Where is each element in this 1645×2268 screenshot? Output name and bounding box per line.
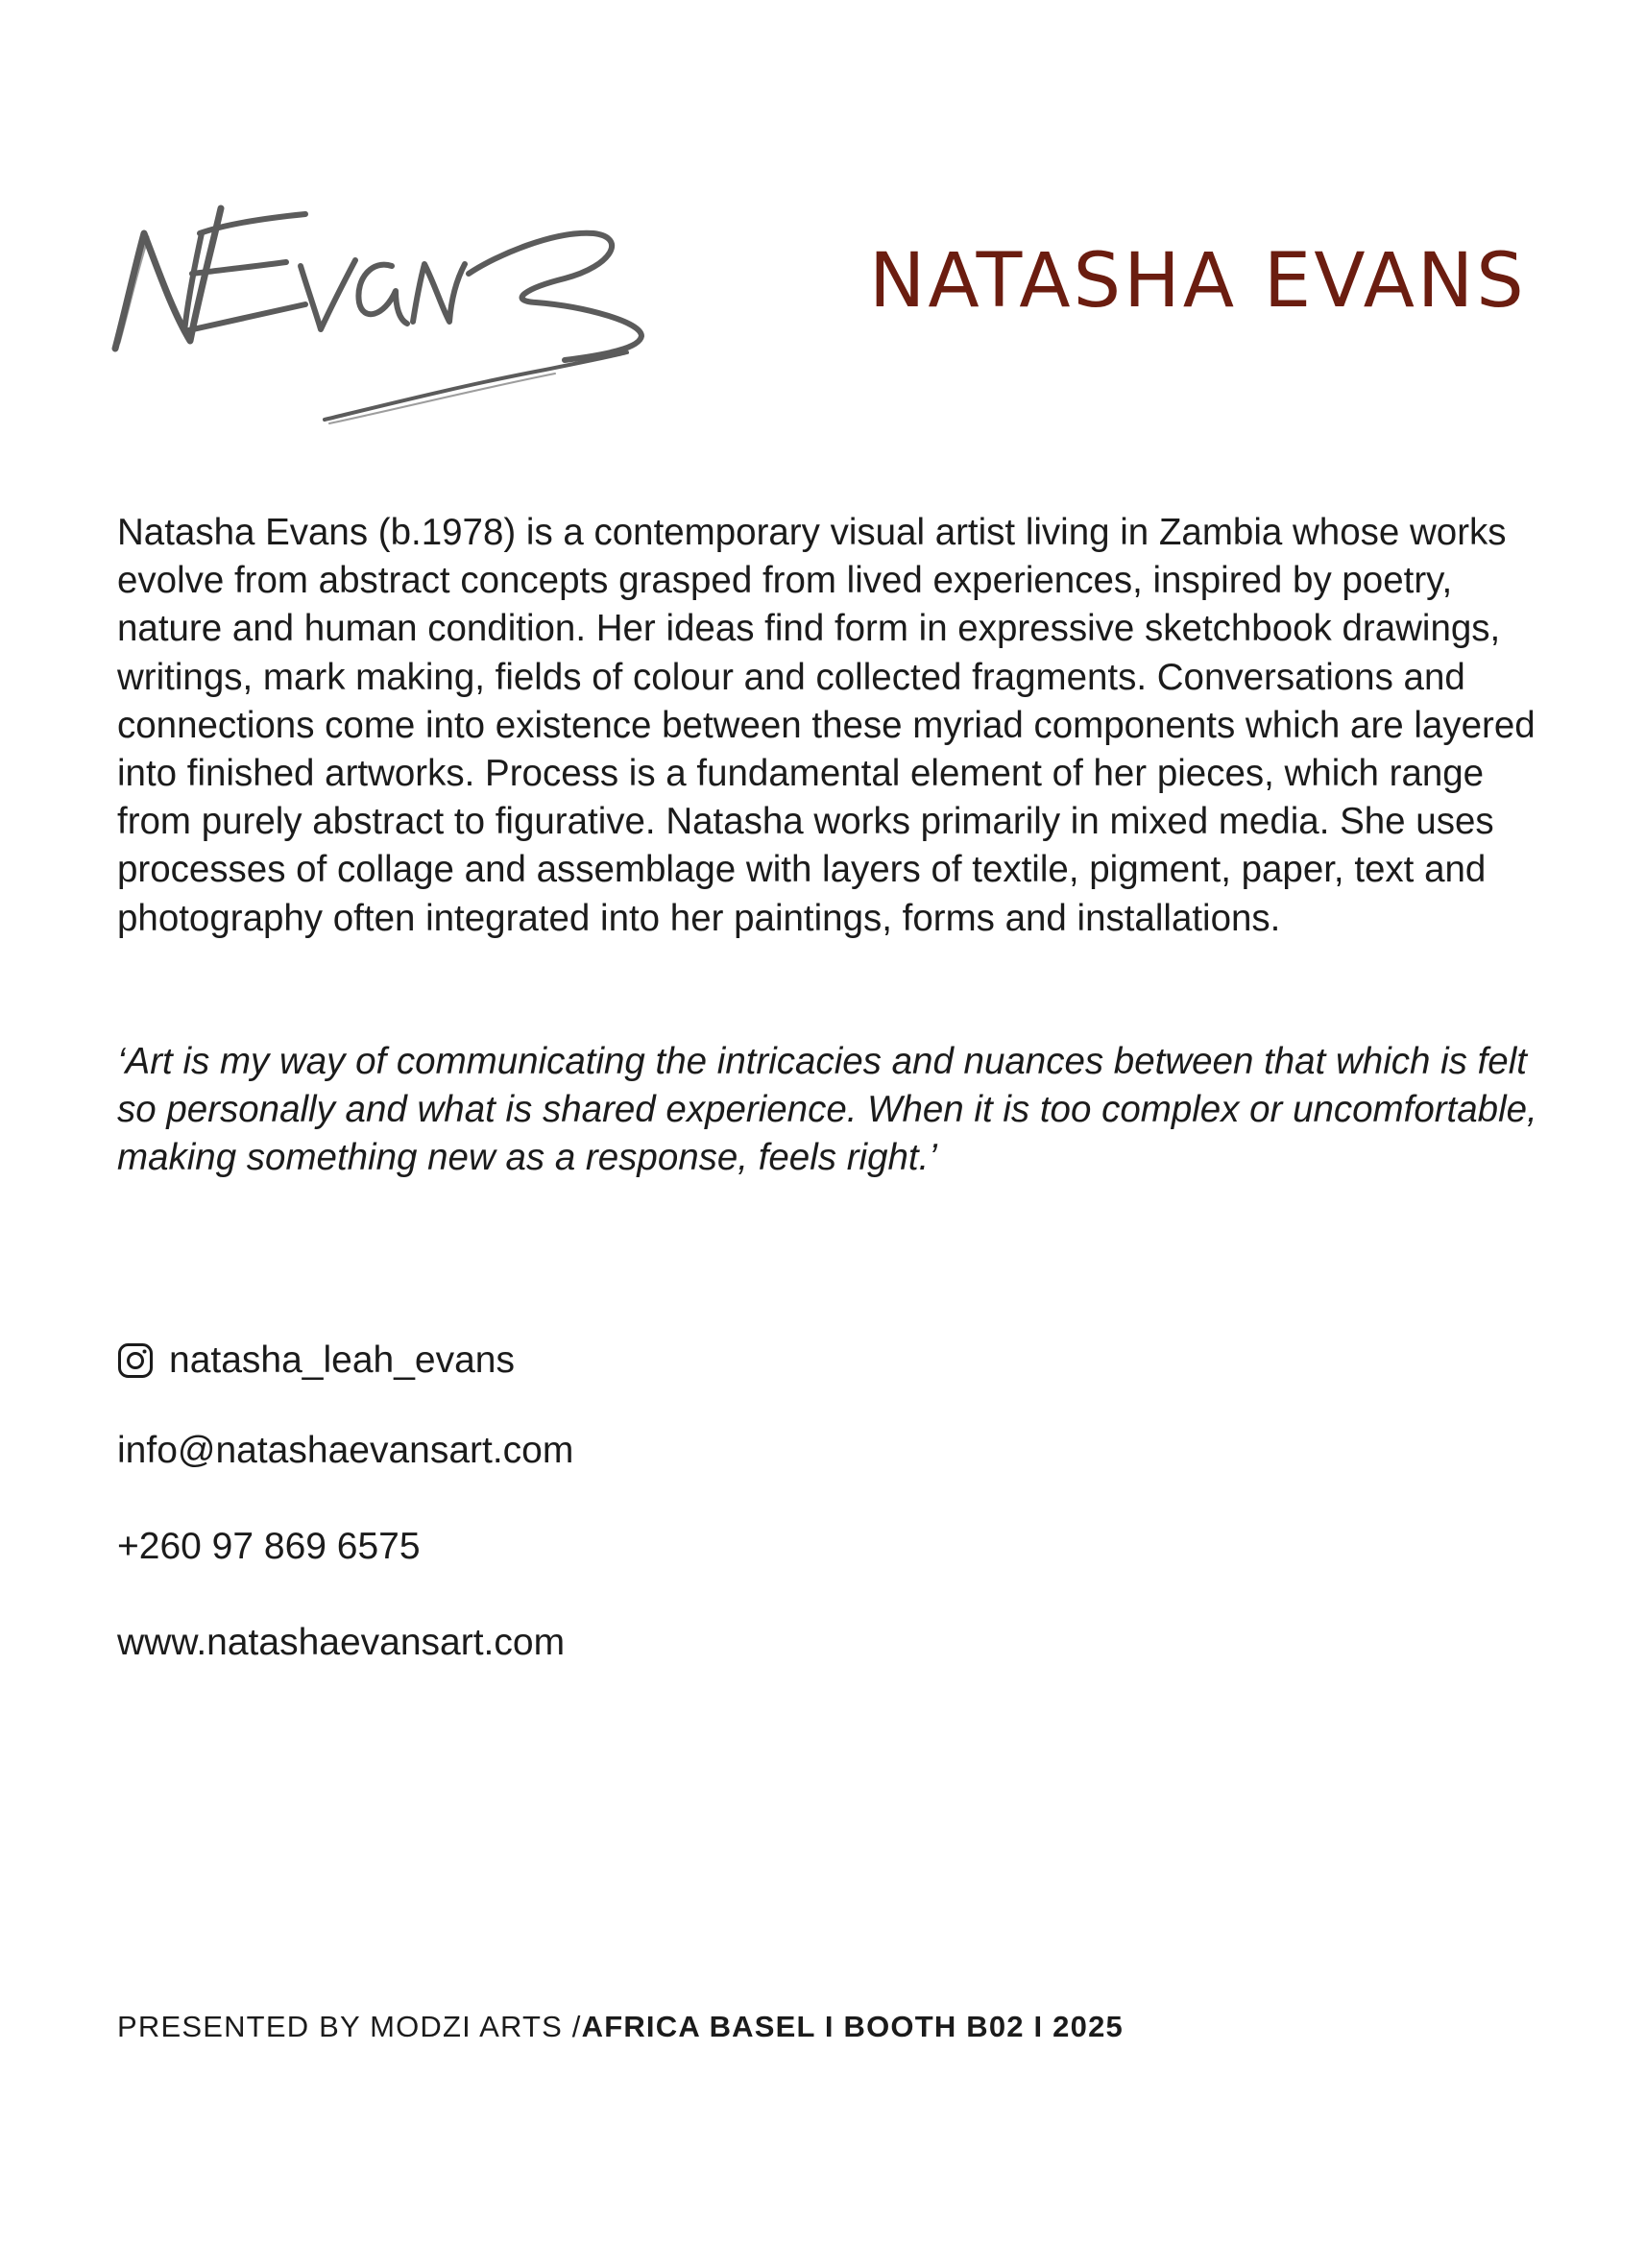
artist-name-heading: NATASHA EVANS <box>869 238 1527 325</box>
website-link[interactable]: www.natashaevansart.com <box>117 1622 566 1663</box>
footer-event: AFRICA BASEL I BOOTH B02 I 2025 <box>581 2010 1124 2043</box>
email-link[interactable]: info@natashaevansart.com <box>117 1430 574 1471</box>
footer-presenter: PRESENTED BY MODZI ARTS / <box>117 2010 582 2043</box>
instagram-icon <box>117 1342 154 1379</box>
instagram-contact[interactable] <box>117 1338 515 1384</box>
instagram-handle[interactable]: natasha_leah_evans <box>169 1339 515 1381</box>
artist-quote: ‘Art is my way of communicating the intricacies and nuances between that which is felt so personally and what is shared experience. When it is too complex or uncomfortable, making something new as a response, feels right.’ <box>117 1041 1537 1179</box>
artist-signature <box>104 178 728 446</box>
phone-number[interactable]: +260 97 869 6575 <box>117 1526 421 1567</box>
signature-drawing <box>104 178 728 446</box>
footer-credit <box>117 2010 1124 2044</box>
artist-bio: Natasha Evans (b.1978) is a contemporary visual artist living in Zambia whose works evolve from abstract concepts grasped from lived experiences, inspired by poetry, nature and human condition. Her ideas find form in expressive sketchbook drawings, writings, mark making, fields of colour and collected fragments. Conversations and connections come into existence between these myriad components which are layered into finished artworks. Process is a fundamental element of her pieces, which range from purely abstract to figurative. Natasha works primarily in mixed media. She uses processes of collage and assemblage with layers of textile, pigment, paper, text and photography often integrated into her paintings, forms and installations. <box>117 512 1536 939</box>
